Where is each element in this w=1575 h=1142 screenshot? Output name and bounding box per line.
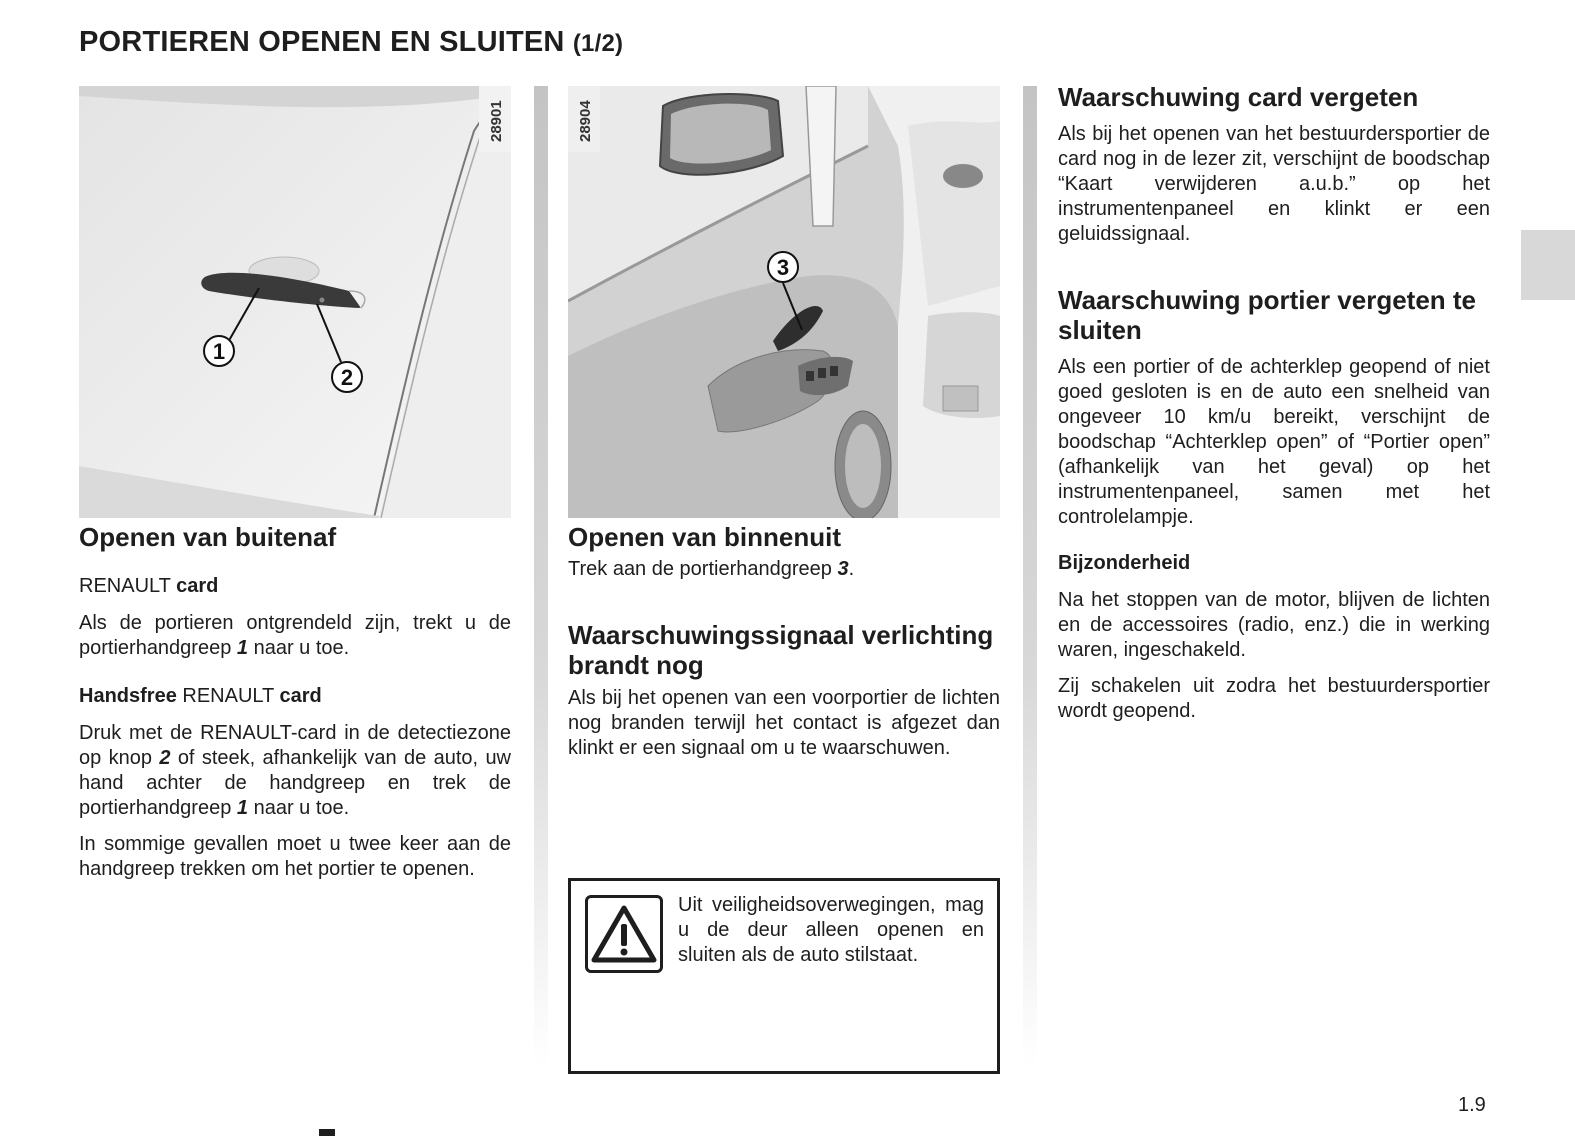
page-number: 1.9	[1458, 1094, 1486, 1116]
callout-2-label: 2	[340, 365, 354, 390]
page-title-text: PORTIEREN OPENEN EN SLUITEN	[79, 26, 565, 58]
section-heading-card-forgotten: Waarschuwing card vergeten	[1058, 82, 1419, 112]
section-heading-inside: Openen van binnenuit	[568, 522, 842, 552]
card-forgotten-paragraph: Als bij het openen van het bestuurdersportier de card nog in de lezer zit, verschijnt de boodschap “Kaart verwijderen a.u.b.” op het instrumentenpaneel en klinkt er een geluidssignaal.	[1058, 123, 1490, 245]
inside-paragraph-1: Trek aan de portierhandgreep 3.	[568, 558, 855, 580]
lights-warning-paragraph: Als bij het openen van een voorportier de lichten nog branden terwijl het contact is afgezet dan klinkt er een signaal om u te waarschuwen.	[568, 687, 1000, 759]
door-forgotten-paragraph: Als een portier of de achterklep geopend of niet goed gesloten is en de auto een snelheid van ongeveer 10 km/u bereikt, verschijnt de boodschap “Achterklep open” of “Portier open” (afhankelijk van het geval) op het instrumentenpaneel, samen met het controlelampje.	[1058, 356, 1490, 528]
callout-3-label: 3	[776, 255, 790, 280]
subheading-particularity: Bijzonderheid	[1058, 552, 1191, 574]
door-outside-illustration	[79, 86, 511, 518]
section-heading-lights-warning: Waarschuwingssignaal verlichting brandt nog	[568, 620, 994, 680]
chapter-tab-marker	[1521, 230, 1575, 300]
callout-1-label: 1	[212, 339, 226, 364]
section-heading-outside: Openen van buitenaf	[79, 522, 337, 552]
column-separator	[1023, 86, 1037, 1066]
column-warnings	[1058, 82, 1490, 724]
column-inside-opening	[568, 86, 1000, 761]
door-handle-inside-drawing	[568, 86, 1000, 518]
column-separator	[534, 86, 548, 1066]
handsfree-label: Handsfree RENAULT card	[79, 685, 322, 707]
column-outside-opening	[79, 86, 511, 882]
print-mark	[319, 1129, 335, 1136]
figure-ref-code: 28904	[577, 100, 594, 142]
outside-paragraph-2: Druk met de RENAULT-card in de detectiezone op knop 2 of steek, afhankelijk van de auto, uw hand achter de handgreep en trek de portierhandgreep 1 naar u toe.	[79, 722, 512, 819]
page-title	[79, 26, 623, 59]
safety-warning-box	[568, 878, 1000, 1074]
outside-paragraph-3: In sommige gevallen moet u twee keer aan de handgreep trekken om het portier te openen.	[79, 833, 511, 880]
page-title-suffix: (1/2)	[572, 30, 624, 57]
safety-warning-text: Uit veiligheidsoverwegingen, mag u de deur alleen openen en sluiten als de auto stilstaat.	[678, 894, 984, 966]
particularity-paragraph-1: Na het stoppen van de motor, blijven de lichten en de accessoires (radio, enz.) die in werking waren, ingeschakeld.	[1058, 589, 1490, 661]
section-heading-door-forgotten: Waarschuwing portier vergeten te sluiten	[1058, 285, 1477, 345]
door-inside-illustration	[568, 86, 1000, 518]
warning-triangle-icon	[585, 895, 663, 973]
renault-card-label: RENAULT card	[79, 575, 219, 597]
figure-ref-code: 28901	[488, 100, 505, 142]
outside-paragraph-1: Als de portieren ontgrendeld zijn, trekt u de portierhandgreep 1 naar u toe.	[79, 612, 511, 659]
door-handle-outside-drawing	[79, 86, 511, 518]
particularity-paragraph-2: Zij schakelen uit zodra het bestuurdersportier wordt geopend.	[1058, 675, 1490, 722]
